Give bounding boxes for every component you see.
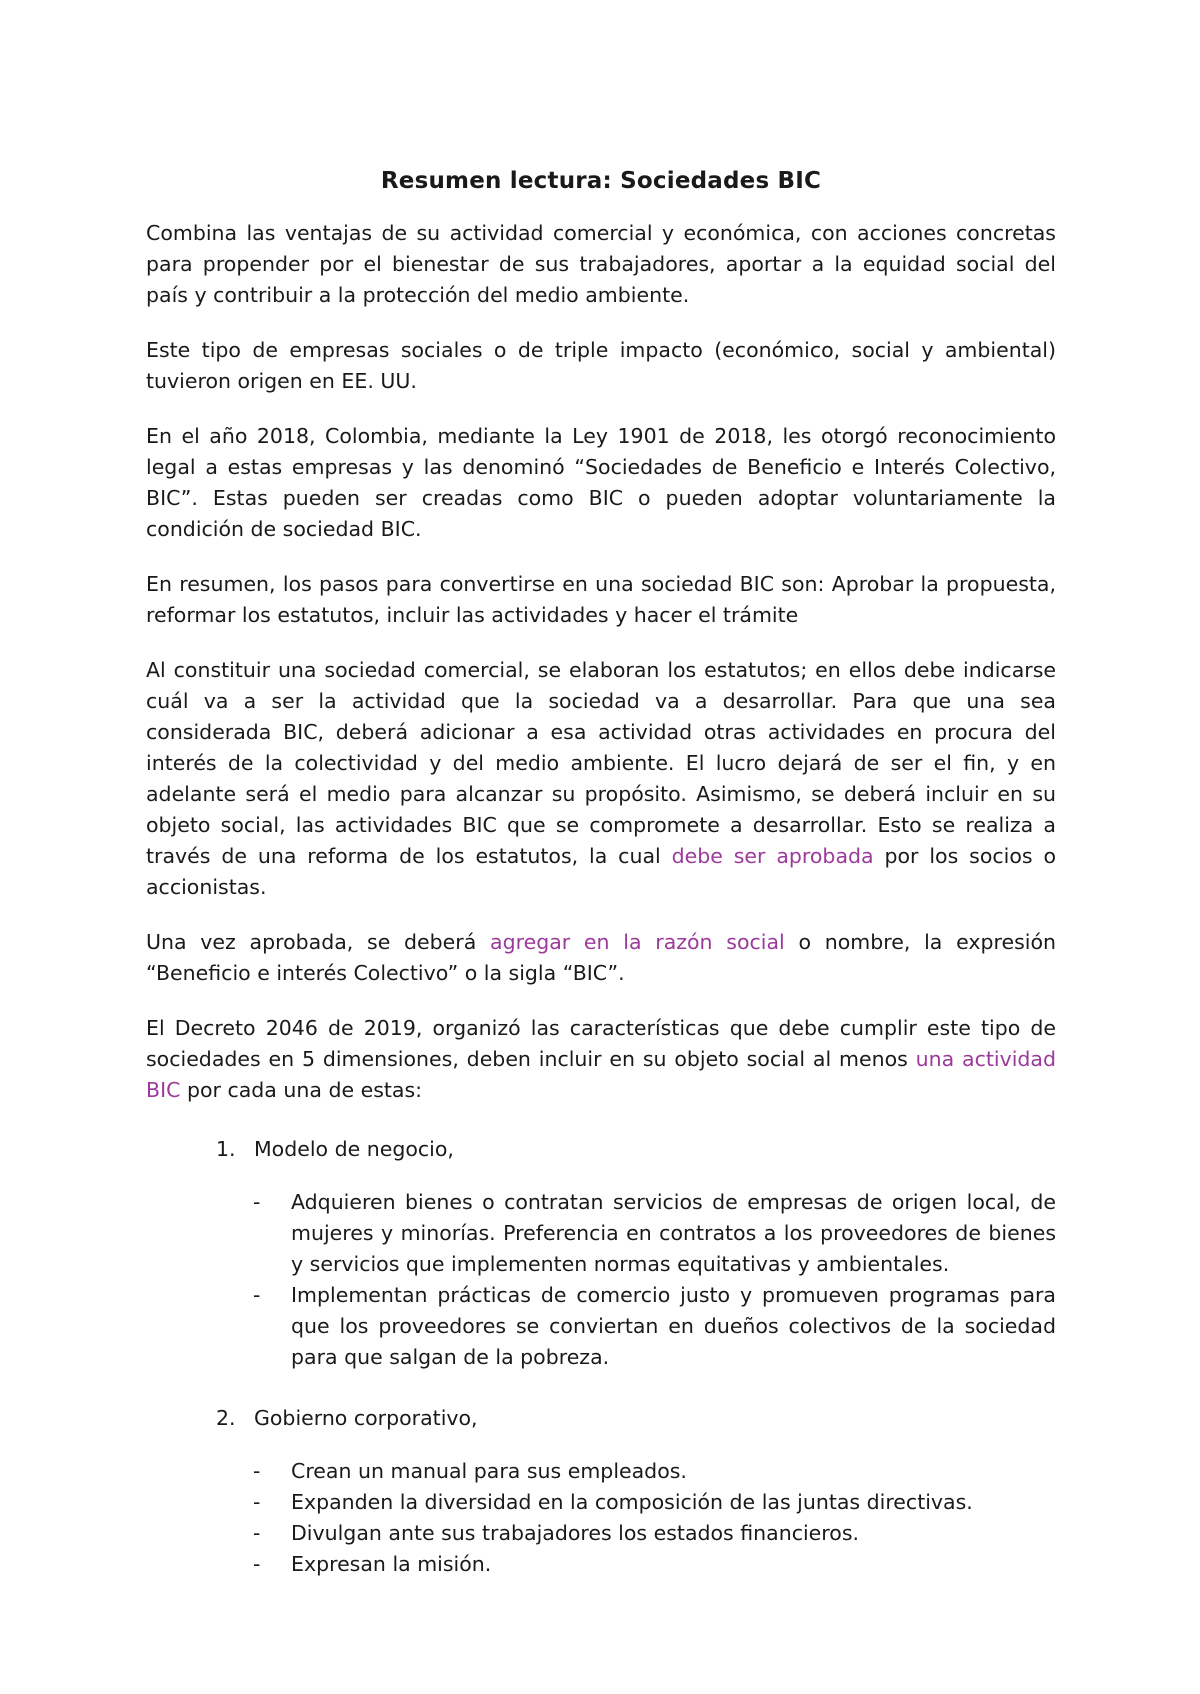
document-title: Resumen lectura: Sociedades BIC [380,168,822,194]
list-item [146,1403,1056,1580]
dash-marker: - [253,1521,261,1545]
paragraph-origin: Este tipo de empresas sociales o de triple impacto (económico, social y ambiental) tuvieron origen en EE. UU. [146,338,1056,393]
dash-marker: - [253,1552,261,1576]
link-agregar-razon-social[interactable]: agregar en la razón social [490,930,785,954]
decree-text: El Decreto 2046 de 2019, organizó las características que debe cumplir este tipo de sociedades en 5 dimensiones, deben incluir en su objeto social al menos [146,1016,1056,1071]
dash-marker: - [253,1490,261,1514]
link-una-actividad-bic[interactable]: una actividad BIC [146,1047,1057,1102]
statutes-text: Al constituir una sociedad comercial, se elaboran los estatutos; en ellos debe indicarse cuál va a ser la actividad que la sociedad va a desarrollar. Para que una sea considerada BIC, deberá adicionar a esa actividad otras actividades en procura del interés de la colectividad y del medio ambiente. El lucro dejará de ser el fin, y en adelante será el medio para alcanzar su propósito. Asimismo, se deberá incluir en su objeto social, las actividades BIC que se compromete a desarrollar. Esto se realiza a través de una reforma de los estatutos, la cual [146,658,1056,868]
list-item-text: Expresan la misión. [291,1552,492,1576]
dash-marker: - [253,1190,261,1214]
list-number: 2. [216,1406,236,1430]
sub-list [146,1456,1056,1580]
dash-marker: - [253,1283,261,1307]
list-item [146,1549,1056,1580]
section-heading-text: Gobierno corporativo, [254,1406,478,1430]
list-item [146,1187,1056,1280]
list-item-text: Divulgan ante sus trabajadores los estados financieros. [291,1521,860,1545]
paragraph-name [146,927,1056,989]
list-item-text: Implementan prácticas de comercio justo y promueven programas para que los proveedores se conviertan en dueños colectivos de la sociedad para que salgan de la pobreza. [291,1283,1056,1369]
list-item-text: Crean un manual para sus empleados. [291,1459,687,1483]
paragraph-law: En el año 2018, Colombia, mediante la Ley 1901 de 2018, les otorgó reconocimiento legal a estas empresas y las denominó “Sociedades de Beneficio e Interés Colectivo, BIC”. Estas pueden ser creadas como BIC o pueden adoptar voluntariamente la condición de sociedad BIC. [146,424,1056,541]
link-debe-ser-aprobada[interactable]: debe ser aprobada [671,844,874,868]
statutes-text-end: por los socios o accionistas. [146,844,1057,899]
section-heading-text: Modelo de negocio, [254,1137,454,1161]
list-item [146,1134,1056,1373]
document-page [146,168,1056,1602]
sub-list [146,1187,1056,1373]
list-item-text: Expanden la diversidad en la composición de las juntas directivas. [291,1490,973,1514]
paragraph-intro: Combina las ventajas de su actividad comercial y económica, con acciones concretas para propender por el bienestar de sus trabajadores, aportar a la equidad social del país y contribuir a la protección del medio ambiente. [146,221,1056,307]
list-item [146,1456,1056,1487]
paragraph-statutes [146,655,1056,903]
decree-text-end: por cada una de estas: [180,1078,423,1102]
dimensions-list [146,1134,1056,1580]
paragraph-steps: En resumen, los pasos para convertirse en una sociedad BIC son: Aprobar la propuesta, reformar los estatutos, incluir las actividades y hacer el trámite [146,572,1056,627]
section-heading [146,1134,1056,1165]
dash-marker: - [253,1459,261,1483]
list-number: 1. [216,1137,236,1161]
list-item [146,1280,1056,1373]
list-item [146,1487,1056,1518]
section-heading [146,1403,1056,1434]
list-item-text: Adquieren bienes o contratan servicios de empresas de origen local, de mujeres y minorías. Preferencia en contratos a los proveedores de bienes y servicios que implementen normas equitativas y ambientales. [291,1190,1056,1276]
paragraph-decree [146,1013,1056,1106]
name-text-end: o nombre, la expresión “Beneficio e interés Colectivo” o la sigla “BIC”. [146,930,1056,985]
list-item [146,1518,1056,1549]
name-text: Una vez aprobada, se deberá [146,930,491,954]
